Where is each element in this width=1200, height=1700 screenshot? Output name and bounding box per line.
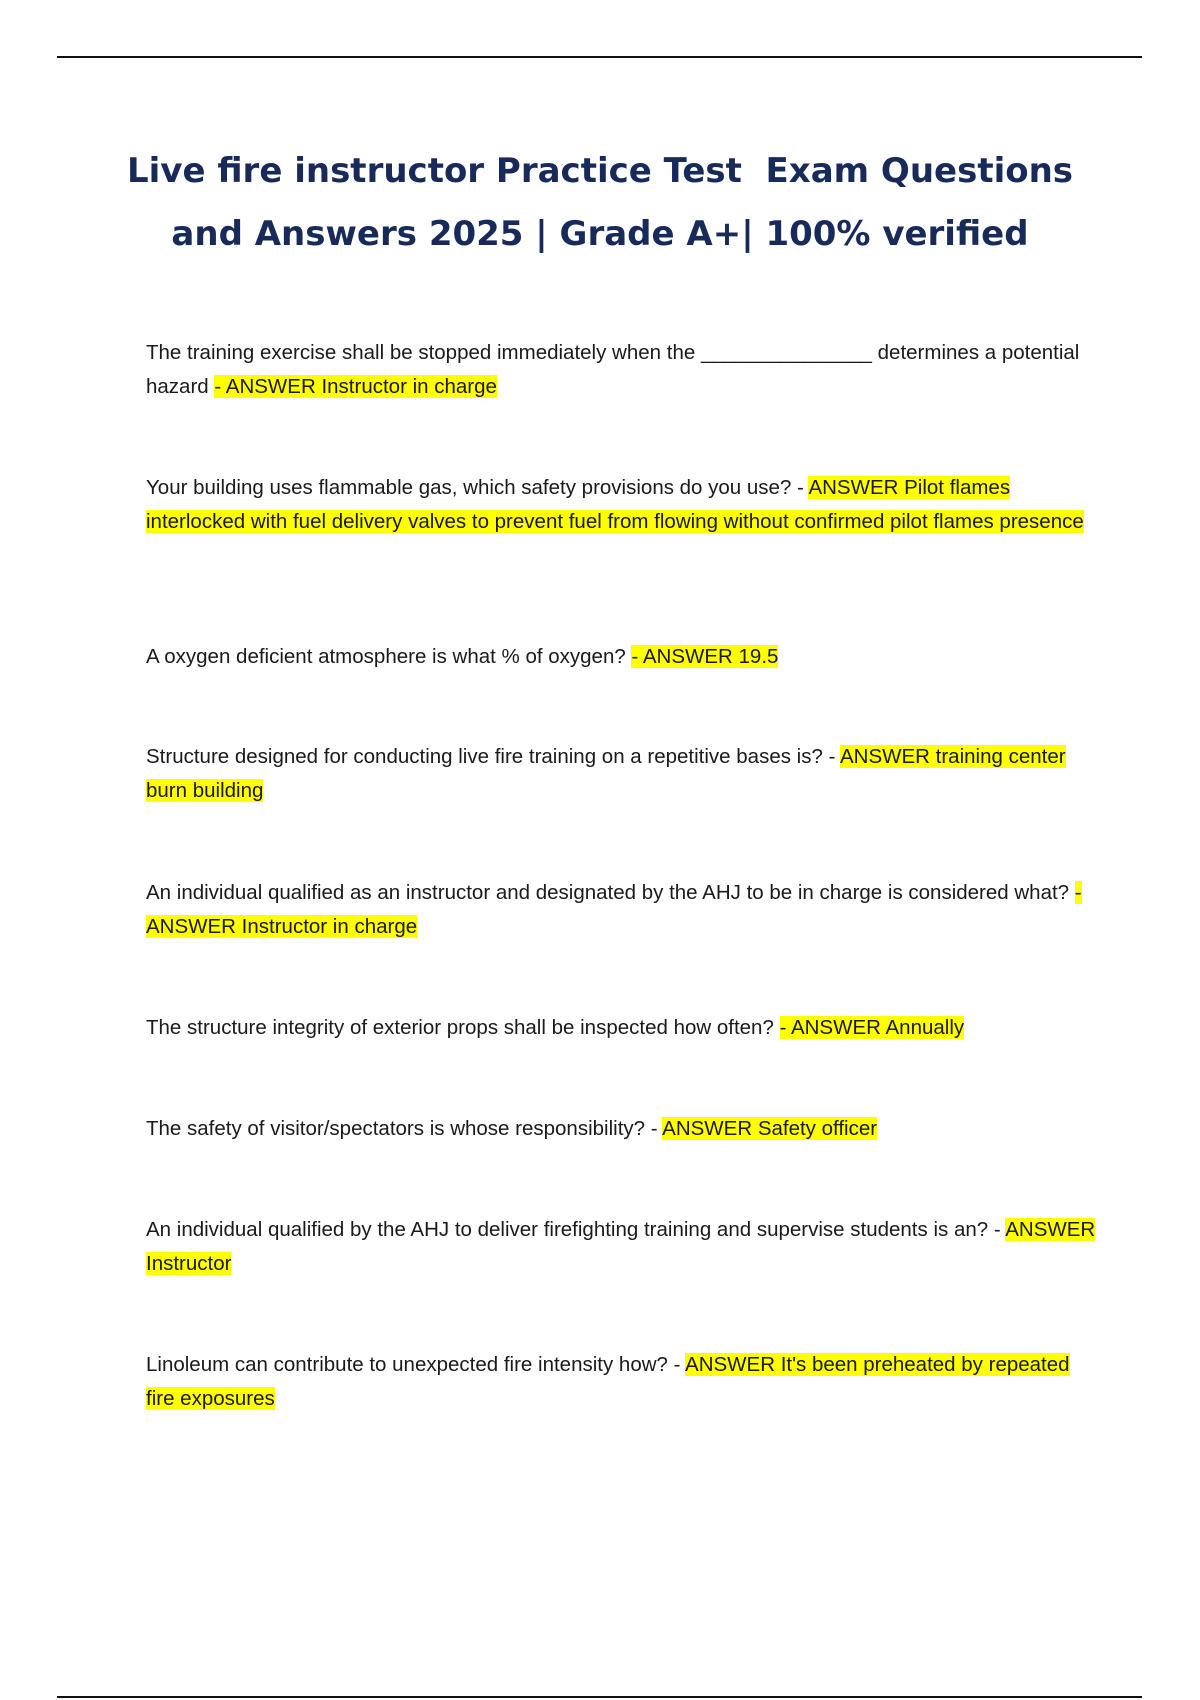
answer-highlight: - ANSWER 19.5 bbox=[631, 645, 779, 668]
document-title bbox=[100, 140, 1100, 266]
qa-item-2 bbox=[146, 471, 1096, 539]
question-text: An individual qualified by the AHJ to deliver firefighting training and supervise students is an? - bbox=[146, 1218, 1006, 1241]
answer-highlight: ANSWER Safety officer bbox=[662, 1117, 878, 1140]
answer-highlight: - ANSWER Instructor in charge bbox=[214, 375, 497, 398]
question-text: Structure designed for conducting live fire training on a repetitive bases is? - bbox=[146, 745, 840, 768]
qa-item-1 bbox=[146, 336, 1096, 404]
answer-highlight: ANSWER It's been preheated by repeated fire exposures bbox=[146, 1353, 1070, 1410]
answer-highlight: - ANSWER Annually bbox=[779, 1016, 965, 1039]
title-line-2: and Answers 2025 | Grade A+| 100% verified bbox=[171, 214, 1029, 254]
answer-highlight: ANSWER training center burn building bbox=[146, 745, 1066, 802]
bottom-rule bbox=[57, 1696, 1142, 1698]
qa-item-4 bbox=[146, 740, 1096, 808]
qa-item-7 bbox=[146, 1112, 1096, 1146]
question-text: The safety of visitor/spectators is whose responsibility? - bbox=[146, 1117, 663, 1140]
qa-item-6 bbox=[146, 1011, 1096, 1045]
question-text: The training exercise shall be stopped immediately when the _______________ determines a potential hazard bbox=[146, 341, 1080, 398]
answer-highlight: ANSWER Pilot flames interlocked with fuel delivery valves to prevent fuel from flowing without confirmed pilot flames presence bbox=[146, 476, 1084, 533]
question-text: A oxygen deficient atmosphere is what % of oxygen? bbox=[146, 645, 632, 668]
qa-item-8 bbox=[146, 1213, 1096, 1281]
question-text: Linoleum can contribute to unexpected fire intensity how? - bbox=[146, 1353, 686, 1376]
question-text: Your building uses flammable gas, which safety provisions do you use? - bbox=[146, 476, 809, 499]
title-line-1: Live fire instructor Practice Test Exam Questions bbox=[126, 151, 1074, 191]
question-text: The structure integrity of exterior props shall be inspected how often? bbox=[146, 1016, 780, 1039]
answer-highlight: ANSWER Instructor bbox=[146, 1218, 1096, 1275]
qa-item-3 bbox=[146, 640, 1096, 674]
question-text: An individual qualified as an instructor and designated by the AHJ to be in charge is considered what? bbox=[146, 881, 1075, 904]
top-rule bbox=[57, 56, 1142, 58]
qa-item-9 bbox=[146, 1348, 1096, 1416]
answer-highlight: - ANSWER Instructor in charge bbox=[146, 881, 1082, 938]
qa-item-5 bbox=[146, 876, 1096, 944]
